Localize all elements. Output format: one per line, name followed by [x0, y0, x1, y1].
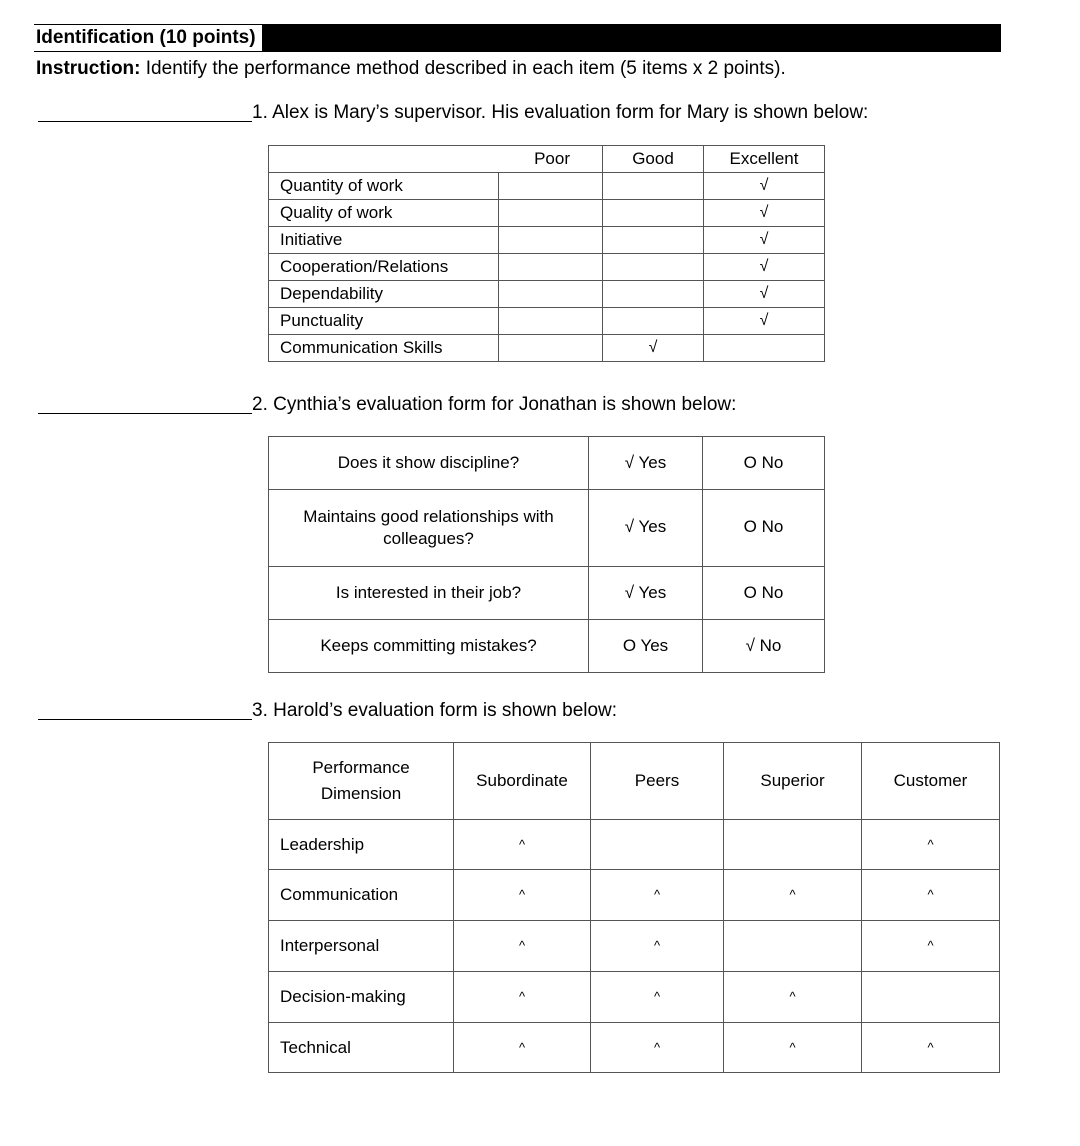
dimension-label: Leadership	[269, 820, 454, 870]
checklist-question: Keeps committing mistakes?	[269, 620, 589, 673]
table-row	[269, 200, 825, 227]
mark-peers: ^	[591, 870, 724, 921]
rating-excellent: √	[704, 308, 825, 335]
mark-subordinate: ^	[454, 820, 591, 870]
rating-good	[603, 254, 704, 281]
table-row	[269, 281, 825, 308]
rating-good: √	[603, 335, 704, 362]
no-option: √ No	[703, 620, 825, 673]
rating-good	[603, 200, 704, 227]
rating-poor	[499, 173, 603, 200]
criterion-label: Quality of work	[269, 200, 499, 227]
table-row	[269, 620, 825, 673]
mark-subordinate: ^	[454, 921, 591, 972]
section-header	[34, 24, 1001, 52]
section-title: Identification (10 points)	[34, 25, 262, 51]
rating-good	[603, 281, 704, 308]
table-row	[269, 1023, 1000, 1073]
dimension-label: Technical	[269, 1023, 454, 1073]
instruction-label: Instruction:	[36, 58, 141, 79]
yes-option: √ Yes	[589, 437, 703, 490]
table-row	[269, 227, 825, 254]
rating-poor	[499, 335, 603, 362]
rating-poor	[499, 308, 603, 335]
answer-line-2[interactable]	[38, 413, 252, 414]
rating-excellent: √	[704, 281, 825, 308]
mark-peers: ^	[591, 972, 724, 1023]
rating-good	[603, 227, 704, 254]
column-header-superior: Superior	[724, 743, 862, 820]
table-row	[269, 335, 825, 362]
dimension-header-line2: Dimension	[320, 784, 402, 803]
criterion-label: Quantity of work	[269, 173, 499, 200]
yes-option: √ Yes	[589, 490, 703, 567]
instruction	[36, 57, 786, 81]
evaluation-form-1	[268, 145, 825, 362]
table-row	[269, 567, 825, 620]
mark-peers: ^	[591, 1023, 724, 1073]
column-header-subordinate: Subordinate	[454, 743, 591, 820]
mark-peers	[591, 820, 724, 870]
checklist-question: Maintains good relationships with colleagues?	[269, 490, 589, 567]
yes-option: √ Yes	[589, 567, 703, 620]
table-header-row	[269, 146, 825, 173]
criterion-label: Initiative	[269, 227, 499, 254]
answer-line-1[interactable]	[38, 121, 252, 122]
criterion-label: Cooperation/Relations	[269, 254, 499, 281]
rating-excellent	[704, 335, 825, 362]
mark-superior: ^	[724, 1023, 862, 1073]
rating-poor	[499, 281, 603, 308]
table-row	[269, 870, 1000, 921]
criterion-label: Communication Skills	[269, 335, 499, 362]
no-option: O No	[703, 437, 825, 490]
table-row	[269, 173, 825, 200]
table-row	[269, 972, 1000, 1023]
mark-customer: ^	[862, 870, 1000, 921]
checklist-question: Does it show discipline?	[269, 437, 589, 490]
mark-customer	[862, 972, 1000, 1023]
instruction-text: Identify the performance method described in each item (5 items x 2 points).	[140, 58, 786, 79]
rating-excellent: √	[704, 254, 825, 281]
rating-poor	[499, 227, 603, 254]
dimension-label: Communication	[269, 870, 454, 921]
header-blank-cell	[269, 146, 499, 173]
column-header-dimension	[269, 743, 454, 820]
rating-excellent: √	[704, 200, 825, 227]
table-row	[269, 490, 825, 567]
mark-superior	[724, 921, 862, 972]
evaluation-form-2	[268, 436, 825, 673]
question-1: 1. Alex is Mary’s supervisor. His evaluation form for Mary is shown below:	[252, 102, 869, 123]
table-row	[269, 308, 825, 335]
table-header-row	[269, 743, 1000, 820]
mark-subordinate: ^	[454, 972, 591, 1023]
table-row	[269, 254, 825, 281]
mark-subordinate: ^	[454, 870, 591, 921]
question-3: 3. Harold’s evaluation form is shown below:	[252, 700, 618, 721]
table-row	[269, 921, 1000, 972]
rating-good	[603, 173, 704, 200]
mark-customer: ^	[862, 820, 1000, 870]
dimension-label: Interpersonal	[269, 921, 454, 972]
mark-peers: ^	[591, 921, 724, 972]
criterion-label: Dependability	[269, 281, 499, 308]
checklist-question: Is interested in their job?	[269, 567, 589, 620]
mark-superior: ^	[724, 972, 862, 1023]
question-2: 2. Cynthia’s evaluation form for Jonathan is shown below:	[252, 394, 737, 415]
column-header-peers: Peers	[591, 743, 724, 820]
column-header-poor: Poor	[499, 146, 603, 173]
rating-poor	[499, 254, 603, 281]
rating-excellent: √	[704, 227, 825, 254]
mark-subordinate: ^	[454, 1023, 591, 1073]
rating-good	[603, 308, 704, 335]
rating-poor	[499, 200, 603, 227]
rating-excellent: √	[704, 173, 825, 200]
column-header-good: Good	[603, 146, 704, 173]
column-header-customer: Customer	[862, 743, 1000, 820]
table-row	[269, 437, 825, 490]
dimension-header-line1: Performance	[312, 758, 410, 777]
mark-superior	[724, 820, 862, 870]
mark-customer: ^	[862, 921, 1000, 972]
yes-option: O Yes	[589, 620, 703, 673]
table-row	[269, 820, 1000, 870]
no-option: O No	[703, 490, 825, 567]
criterion-label: Punctuality	[269, 308, 499, 335]
dimension-label: Decision-making	[269, 972, 454, 1023]
no-option: O No	[703, 567, 825, 620]
answer-line-3[interactable]	[38, 719, 252, 720]
evaluation-form-3	[268, 742, 1000, 1073]
mark-customer: ^	[862, 1023, 1000, 1073]
column-header-excellent: Excellent	[704, 146, 825, 173]
mark-superior: ^	[724, 870, 862, 921]
